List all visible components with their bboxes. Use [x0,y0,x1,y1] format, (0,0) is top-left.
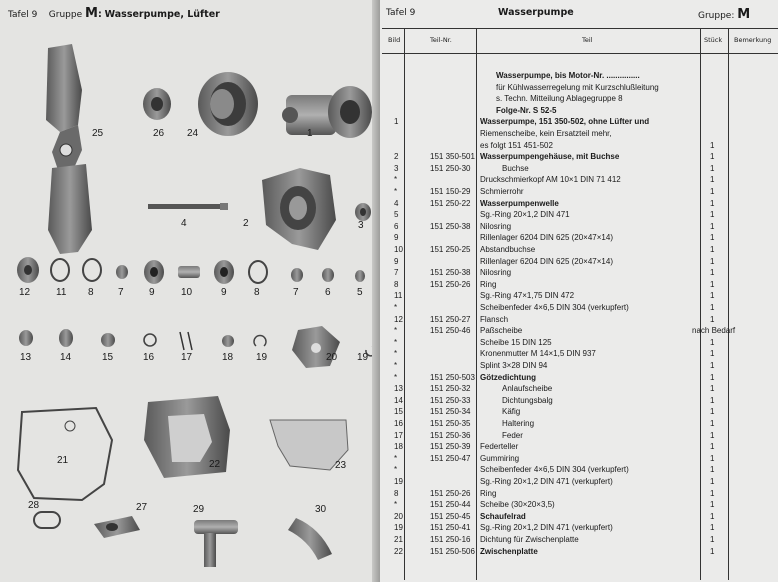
part-label: 23 [335,460,347,471]
cell-quantity: 1 [710,233,715,243]
cell-part-number: 151 250-39 [430,442,471,452]
cell-description: Sg.-Ring 20×1,2 DIN 471 (verkupfert) [480,477,613,486]
parts-row [380,488,776,499]
part-label: 18 [222,352,234,363]
part-label: 4 [181,218,187,229]
cell-description: Kronenmutter M 14×1,5 DIN 937 [480,349,596,359]
cell-bild: 18 [394,442,403,452]
pump-body-part [262,168,336,250]
cell-description: Flansch [480,314,509,324]
cell-bild: 7 [394,268,399,278]
parts-row [380,290,776,301]
parts-row [380,476,776,487]
cell-part-number: 151 250-47 [430,453,471,463]
cell-part-number: 151 250-33 [430,395,471,405]
cell-description: Gummiring [480,453,520,463]
flange-part [94,516,140,538]
left-gruppe-label: Gruppe [48,10,83,20]
parts-row [380,325,776,336]
parts-row [380,244,776,255]
cell-quantity: 1 [710,245,715,254]
cell-description: Zwischenplatte [480,546,538,556]
cell-bild: 12 [394,314,403,324]
cell-description: Sg.-Ring 47×1,75 DIN 472 [480,291,575,301]
parts-row [380,256,776,267]
cell-part-number: 151 250-26 [430,488,471,498]
cell-quantity: nach Bedarf [692,326,736,336]
part-label: 26 [153,128,165,139]
cell-bild: 5 [394,210,399,220]
part-label: 12 [19,287,31,298]
part-label: 10 [181,287,193,298]
elbow-pipe-part [288,518,332,560]
cell-bild: 3 [394,163,399,173]
parts-row [380,348,776,359]
cell-quantity: 1 [710,361,715,370]
cell-quantity: 1 [710,419,715,428]
cell-part-number: 151 250-46 [430,326,471,336]
part-label: 2 [243,218,249,229]
cell-description: Scheibe 15 DIN 125 [480,337,552,347]
parts-row [380,360,776,371]
cell-part-number: 151 250-506 [430,546,475,556]
part-label: 5 [357,287,363,298]
cell-bild: 4 [394,198,399,208]
parts-row [380,93,776,104]
left-tafel: Tafel 9 [8,10,38,20]
cell-quantity: 1 [710,175,715,185]
cell-quantity: 1 [710,442,715,452]
parts-row [380,337,776,348]
cell-part-number: 151 250-26 [430,279,471,289]
cell-description: für Kühlwasserregelung mit Kurzschlußleitung [496,82,659,92]
cell-quantity: 1 [710,337,715,347]
cell-quantity: 1 [710,303,715,312]
cell-bild: 22 [394,546,403,556]
part-label: 14 [60,352,72,363]
part-label: 8 [254,287,260,298]
part-label: 1 [307,128,313,139]
cell-quantity: 1 [710,291,715,301]
cell-bild: * [394,326,398,336]
cell-quantity: 1 [710,268,715,278]
part-label: 20 [326,352,338,363]
table-header [382,28,778,54]
cell-quantity: 1 [710,384,715,394]
gasket-part [18,408,112,500]
cell-quantity: 1 [710,477,715,486]
cell-description: Feder [502,430,523,440]
cell-description: Abstandbuchse [480,245,536,254]
cell-bild: 14 [394,395,403,405]
cell-quantity: 1 [710,349,715,359]
cell-description: Dichtung für Zwischenplatte [480,535,579,544]
parts-row [380,511,776,522]
parts-row [380,267,776,278]
parts-row [380,232,776,243]
cell-description: Splint 3×28 DIN 94 [480,361,548,370]
cell-quantity: 1 [710,187,715,196]
cell-quantity: 1 [710,523,715,533]
part-label: 27 [136,502,148,513]
part-label: 13 [20,352,32,363]
cell-description: Dichtungsbalg [502,395,553,405]
cell-part-number: 151 250-41 [430,523,471,533]
cell-part-number: 151 250-44 [430,500,471,510]
cell-quantity: 1 [710,453,715,463]
cell-quantity: 1 [710,314,715,324]
cell-bild: * [394,500,398,510]
part-label: 25 [92,128,104,139]
cell-bild: * [394,349,398,359]
parts-row [380,198,776,209]
part-label: 3 [358,220,364,231]
cell-description: Folge-Nr. S 52-5 [496,105,557,115]
part-label: 30 [315,504,327,515]
cell-description: Ring [480,279,497,289]
cell-description: Götzedichtung [480,372,536,382]
cell-bild: 19 [394,523,403,533]
cell-description: Riemenscheibe, kein Ersatzteil mehr, [480,129,612,138]
cell-quantity: 1 [710,221,715,231]
right-title: Wasserpumpe [498,7,574,18]
parts-row [380,383,776,394]
cell-description: Druckschmierkopf AM 10×1 DIN 71 412 [480,175,621,185]
parts-list-page [380,0,778,582]
part-label: 8 [88,287,94,298]
cell-bild: * [394,372,398,382]
parts-row [380,499,776,510]
parts-row [380,372,776,383]
cell-quantity: 1 [710,256,715,266]
cell-quantity: 1 [710,465,715,475]
cell-description: Scheibenfeder 4×6,5 DIN 304 (verkupfert) [480,303,629,312]
header-stueck: Stück [704,36,723,44]
cell-quantity: 1 [710,395,715,405]
cell-quantity: 1 [710,488,715,498]
cell-description: Anlaufscheibe [502,384,553,394]
parts-row [380,82,776,93]
cell-quantity: 1 [710,430,715,440]
parts-row [380,464,776,475]
shaft-part [148,203,228,210]
parts-row [380,441,776,452]
cell-description: Sg.-Ring 20×1,2 DIN 471 (verkupfert) [480,523,613,533]
parts-row [380,302,776,313]
cell-quantity: 1 [710,279,715,289]
part-label: 22 [209,459,221,470]
cell-quantity: 1 [710,210,715,220]
parts-row [380,105,776,116]
header-teil: Teil [582,36,593,44]
cell-description: Käfig [502,407,521,417]
pump-housing-part [282,86,372,138]
cell-bild: * [394,337,398,347]
part-label: 21 [57,455,69,466]
cell-quantity: 1 [710,152,715,162]
cell-description: Wasserpumpe, bis Motor-Nr. ............... [496,71,640,80]
parts-row [380,151,776,162]
parts-row [380,279,776,290]
cell-description: Nilosring [480,221,512,231]
cell-bild: 21 [394,535,403,544]
cell-bild: 20 [394,511,403,521]
part-label: 7 [293,287,299,298]
cell-quantity: 1 [710,407,715,417]
parts-row [380,70,776,81]
right-gruppe-label: Gruppe: [698,11,735,21]
cell-bild: 11 [394,291,403,301]
cell-description: Rillenlager 6204 DIN 625 (20×47×14) [480,256,613,266]
cell-bild: * [394,187,398,196]
cell-description: Ring [480,488,497,498]
part-label: 19 [256,352,268,363]
cell-part-number: 151 350-501 [430,152,475,162]
cell-bild: 8 [394,488,399,498]
cell-description: Federteller [480,442,519,452]
illustration-page [0,0,380,582]
part-label: 9 [221,287,227,298]
cell-quantity: 1 [710,511,715,521]
pulley-part [198,72,258,136]
part-label: 11 [56,287,67,298]
part-label: 6 [325,287,331,298]
cell-bild: 17 [394,430,403,440]
right-gruppe [698,7,750,22]
cell-part-number: 151 250-503 [430,372,475,382]
parts-row [380,174,776,185]
cell-part-number: 151 250-30 [430,163,471,173]
header-bemerkung: Bemerkung [734,36,772,44]
cell-bild: 1 [394,117,399,127]
cell-bild: * [394,465,398,475]
cell-description: Nilosring [480,268,512,278]
parts-row [380,140,776,151]
parts-row [380,522,776,533]
cell-part-number: 151 250-35 [430,419,471,428]
cell-bild: 10 [394,245,403,254]
parts-row [380,395,776,406]
parts-row [380,116,776,127]
cell-quantity: 1 [710,500,715,510]
cell-quantity: 1 [710,140,715,150]
cell-bild: * [394,175,398,185]
cell-bild: * [394,303,398,312]
parts-row [380,406,776,417]
part-label: 19 [357,352,369,363]
parts-row [380,128,776,139]
cell-part-number: 151 150-29 [430,187,471,196]
small-parts-row-1 [17,257,365,284]
part-label: 15 [102,352,114,363]
cell-description: es folgt 151 451-502 [480,140,553,150]
part-label: 28 [28,500,40,511]
header-teilnr: Teil-Nr. [430,36,452,44]
parts-row [380,186,776,197]
left-title: Wasserpumpe, Lüfter [104,9,220,20]
cell-bild: 9 [394,233,399,243]
part-label: 24 [187,128,199,139]
cell-description: Rillenlager 6204 DIN 625 (20×47×14) [480,233,613,243]
cell-bild: 9 [394,256,399,266]
cell-bild: * [394,361,398,370]
cell-part-number: 151 250-34 [430,407,471,417]
cell-description: Scheibe (30×20×3,5) [480,500,555,510]
part-label: 17 [181,352,193,363]
left-gruppe-letter: M [85,6,98,21]
cell-description: Wasserpumpengehäuse, mit Buchse [480,152,620,162]
cell-quantity: 1 [710,198,715,208]
cell-part-number: 151 250-36 [430,430,471,440]
parts-row [380,314,776,325]
cell-description: Paßscheibe [480,326,523,336]
cell-description: Scheibenfeder 4×6,5 DIN 304 (verkupfert) [480,465,629,475]
cell-bild: 15 [394,407,403,417]
part-label: 29 [193,504,205,515]
left-gruppe-suffix: : [97,9,102,20]
cell-bild: 8 [394,279,399,289]
cell-description: Wasserpumpe, 151 350-502, ohne Lüfter und [480,117,650,127]
parts-row [380,221,776,232]
cell-quantity: 1 [710,372,715,382]
cell-bild: 16 [394,419,403,428]
small-parts-row-2 [19,326,376,368]
cell-description: Sg.-Ring 20×1,2 DIN 471 [480,210,570,220]
cell-bild: * [394,453,398,463]
cell-bild: 19 [394,477,403,486]
small-gasket-part [34,512,60,528]
cell-description: Schaufelrad [480,511,526,521]
cell-bild: 2 [394,152,399,162]
parts-row [380,534,776,545]
cell-part-number: 151 250-22 [430,198,471,208]
cell-description: Schmierrohr [480,187,524,196]
cell-bild: 6 [394,221,399,231]
cell-part-number: 151 250-25 [430,245,471,254]
cell-part-number: 151 250-27 [430,314,471,324]
cell-quantity: 1 [710,535,715,544]
cell-description: Haltering [502,419,535,428]
pipe-part [194,520,238,567]
cell-description: Wasserpumpenwelle [480,198,559,208]
part-label: 9 [149,287,155,298]
cell-description: s. Techn. Mitteilung Ablagegruppe 8 [496,94,623,104]
part-label: 16 [143,352,155,363]
parts-row [380,430,776,441]
right-gruppe-letter: M [737,7,751,22]
cell-part-number: 151 250-16 [430,535,471,544]
cell-part-number: 151 250-38 [430,268,471,278]
cell-quantity: 1 [710,546,715,556]
right-tafel: Tafel 9 [386,8,416,18]
part-label: 7 [118,287,124,298]
header-bild: Bild [388,36,401,44]
cell-part-number: 151 250-38 [430,221,471,231]
cell-bild: 13 [394,384,403,394]
parts-row [380,209,776,220]
parts-row [380,546,776,557]
fan-blade-part [46,44,92,254]
cell-description: Buchse [502,163,529,173]
cell-part-number: 151 250-45 [430,511,471,521]
cell-quantity: 1 [710,163,715,173]
parts-row [380,163,776,174]
cell-part-number: 151 250-32 [430,384,471,394]
parts-row [380,418,776,429]
parts-row [380,453,776,464]
